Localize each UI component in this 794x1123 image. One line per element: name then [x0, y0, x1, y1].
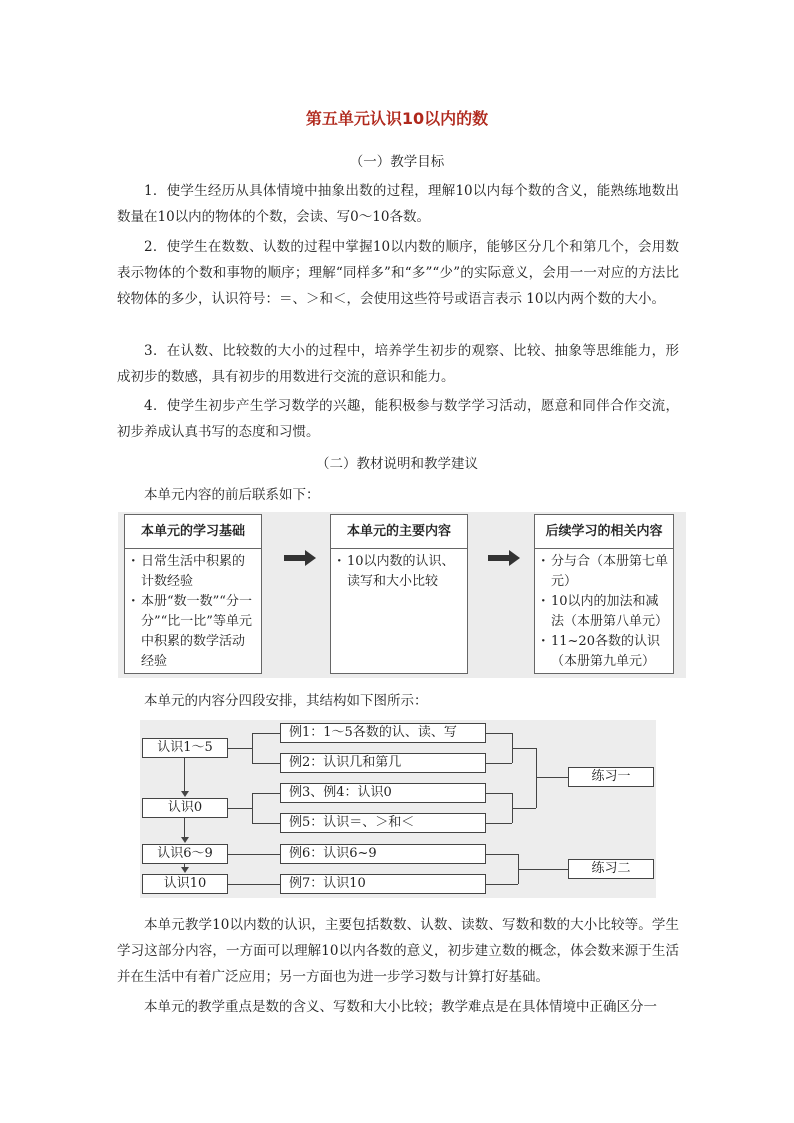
box-learning-basis	[124, 514, 262, 674]
box-title: 本单元的学习基础	[125, 515, 261, 549]
section-box-6-9: 认识6～9	[142, 844, 228, 864]
structure-diagram	[140, 720, 656, 898]
connector-line	[486, 884, 518, 885]
connector-line	[512, 748, 536, 749]
relation-diagram	[118, 512, 686, 678]
goal-paragraph-3: 3．在认数、比较数的大小的过程中，培养学生初步的观察、比较、抽象等思维能力，形成初步的数感，具有初步的用数进行交流的意识和能力。	[117, 343, 679, 385]
connector-line	[228, 884, 280, 885]
connector-line	[184, 818, 185, 838]
connector-line	[536, 777, 568, 778]
connector-line	[252, 823, 280, 824]
example-box-7: 例7：认识10	[280, 874, 486, 894]
connector-line	[252, 763, 280, 764]
connector-line	[486, 854, 518, 855]
box-item: · 10以内数的认识、读写和大小比较	[337, 552, 463, 592]
example-box-6: 例6：认识6~9	[280, 844, 486, 864]
example-box-2: 例2：认识几和第几	[280, 753, 486, 773]
connector-line	[228, 808, 252, 809]
section-box-0: 认识0	[142, 798, 228, 818]
down-arrow-icon	[181, 867, 189, 873]
right-arrow-icon	[488, 555, 510, 561]
page-title: 第五单元认识10以内的数	[305, 109, 489, 128]
box-follow-up	[534, 514, 674, 674]
connector-line	[184, 758, 185, 792]
box-title: 后续学习的相关内容	[535, 515, 673, 549]
down-arrow-icon	[181, 791, 189, 797]
goal-paragraph-1: 1．使学生经历从具体情境中抽象出数的过程，理解10以内每个数的含义，能熟练地数出数量在10以内的物体的个数，会读、写0～10各数。	[117, 183, 679, 225]
exercise-box-1: 练习一	[568, 767, 654, 787]
connector-line	[252, 733, 253, 763]
connector-line	[512, 808, 536, 809]
structure-intro: 本单元的内容分四段安排，其结构如下图所示：	[144, 693, 428, 709]
down-arrow-icon	[181, 837, 189, 843]
section-box-1-5: 认识1～5	[142, 738, 228, 758]
connector-line	[486, 823, 512, 824]
section-heading-materials: （二）教材说明和教学建议	[316, 456, 478, 472]
connector-line	[518, 869, 568, 870]
example-box-5: 例5：认识＝、＞和＜	[280, 813, 486, 833]
connector-line	[252, 793, 253, 823]
goal-paragraph-2: 2．使学生在数数、认数的过程中掌握10以内数的顺序，能够区分几个和第几个，会用数表示物体的个数和事物的顺序；理解“同样多”和“多”“少”的实际意义，会用一一对应的方法比较物体的多少，认识符号：＝、＞和＜，会使用这些符号或语言表示 10以内两个数的大小。	[117, 239, 679, 307]
connector-line	[252, 793, 280, 794]
connector-line	[228, 854, 280, 855]
right-arrow-icon	[284, 555, 306, 561]
exercise-box-2: 练习二	[568, 859, 654, 879]
box-item: · 10以内的加法和减法（本册第八单元）	[541, 592, 669, 632]
goal-paragraph-4: 4．使学生初步产生学习数学的兴趣，能积极参与数学学习活动，愿意和同伴合作交流，初步养成认真书写的态度和习惯。	[117, 398, 679, 440]
box-item: · 日常生活中积累的计数经验	[131, 552, 257, 592]
box-main-content	[330, 514, 468, 674]
section-box-10: 认识10	[142, 874, 228, 894]
box-item: · 分与合（本册第七单元）	[541, 552, 669, 592]
connector-line	[228, 748, 252, 749]
body-paragraph-1: 本单元教学10以内数的认识，主要包括数数、认数、读数、写数和数的大小比较等。学生学习这部分内容，一方面可以理解10以内各数的意义，初步建立数的概念，体会数来源于生活并在生活中有着广泛应用；另一方面也为进一步学习数与计算打好基础。	[117, 917, 679, 985]
section-heading-goals: （一）教学目标	[349, 154, 445, 170]
example-box-3-4: 例3、例4：认识0	[280, 783, 486, 803]
box-title: 本单元的主要内容	[331, 515, 467, 549]
body-paragraph-2: 本单元的教学重点是数的含义、写数和大小比较；教学难点是在具体情境中正确区分一	[144, 999, 657, 1015]
connector-line	[486, 793, 512, 794]
relation-intro: 本单元内容的前后联系如下：	[144, 487, 320, 503]
connector-line	[486, 763, 512, 764]
box-item: · 11~20各数的认识（本册第九单元）	[541, 632, 669, 672]
example-box-1: 例1：1～5各数的认、读、写	[280, 723, 486, 743]
connector-line	[252, 733, 280, 734]
box-item: · 本册“数一数”“分一分”“比一比”等单元中积累的数学活动经验	[131, 592, 257, 672]
connector-line	[486, 733, 512, 734]
